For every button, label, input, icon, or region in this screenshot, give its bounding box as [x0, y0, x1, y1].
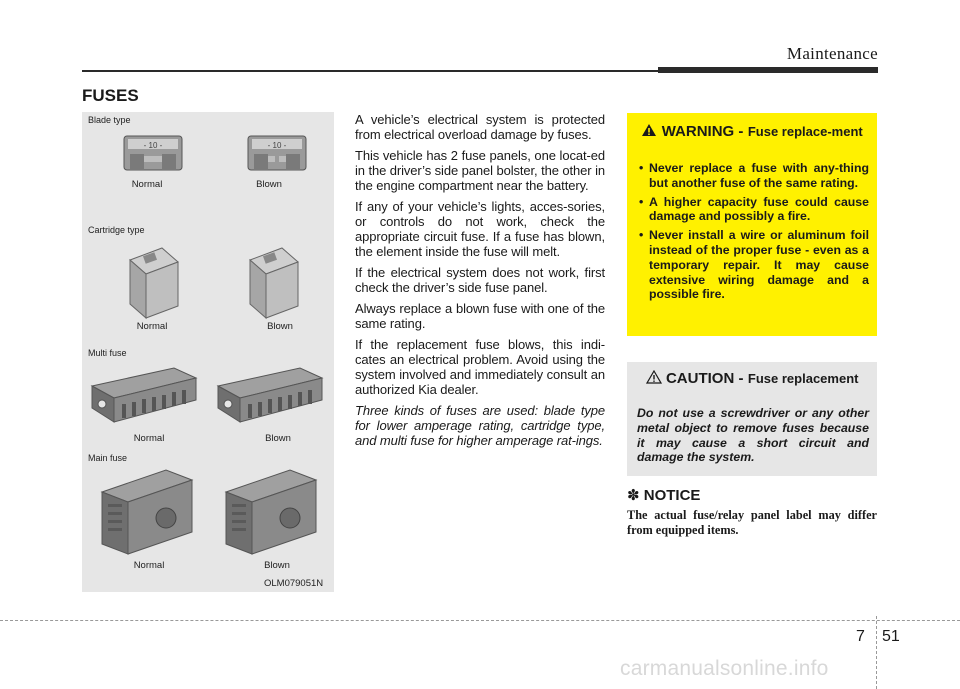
warning-label: WARNING - [661, 123, 744, 140]
body-paragraph: If any of your vehicle’s lights, acces-sories, or controls do not work, check the appropriate circuit fuse. If a fuse has blown, the element inside the fuse will melt. [355, 199, 605, 259]
body-paragraph: This vehicle has 2 fuse panels, one locat-ed in the driver’s side panel bolster, the other in the engine compartment near the battery. [355, 148, 605, 193]
section-title: Maintenance [786, 44, 878, 63]
warning-box [627, 113, 877, 336]
blade-fuse-normal-illustration [122, 134, 184, 174]
svg-text:- 10 -: - 10 - [143, 141, 163, 150]
blade-fuse-blown-illustration [246, 134, 308, 174]
list-item: • Never install a wire or aluminum foil instead of the proper fuse - even as a temporary repair. It may cause extensive wiring damage and a possible fire. [639, 228, 869, 302]
figure-code: OLM079051N [264, 578, 324, 589]
page-heading: FUSES [82, 86, 139, 105]
notice-mark-icon: ✽ [627, 487, 640, 504]
main-fuse-normal-illustration [96, 466, 196, 556]
multi-fuse-blown-illustration [214, 364, 326, 426]
svg-text:- 10 -: - 10 - [267, 141, 287, 150]
multi-fuse-normal-illustration [88, 364, 200, 426]
watermark: carmanualsonline.info [620, 657, 829, 680]
caution-box [627, 362, 877, 476]
caution-title [627, 370, 877, 388]
cartridge-fuse-blown-illustration [242, 244, 304, 322]
multi-blown-caption: Blown [265, 433, 291, 444]
multi-fuse-label: Multi fuse [88, 348, 127, 358]
footer-vertical-divider [876, 616, 877, 689]
cartridge-normal-caption: Normal [136, 321, 168, 332]
body-paragraph-italic: Three kinds of fuses are used: blade type for lower amperage rating, cartridge type, and multi fuse for higher amperage rat-ings. [355, 403, 605, 448]
warning-title [627, 123, 877, 141]
notice-text: The actual fuse/relay panel label may differ from equipped items. [627, 508, 877, 537]
list-item: • Never replace a fuse with any-thing but another fuse of the same rating. [639, 161, 869, 190]
main-normal-caption: Normal [133, 560, 165, 571]
header-rule-accent [658, 67, 878, 73]
caution-label: CAUTION - [665, 370, 744, 387]
cartridge-fuse-normal-illustration [122, 244, 184, 322]
page-number: 51 [882, 628, 900, 645]
main-fuse-blown-illustration [220, 466, 320, 556]
chapter-number: 7 [856, 628, 865, 645]
blade-blown-caption: Blown [256, 179, 282, 190]
caution-triangle-icon [646, 370, 662, 384]
fuse-figure [82, 112, 334, 592]
notice-title [627, 486, 700, 504]
blade-type-label: Blade type [88, 115, 131, 125]
body-paragraph: Always replace a blown fuse with one of the same rating. [355, 301, 605, 331]
caution-text: Do not use a screwdriver or any other metal object to remove fuses because it may cause a short circuit and damage the system. [637, 406, 869, 465]
list-item: • A higher capacity fuse could cause damage and possibly a fire. [639, 194, 869, 224]
body-paragraph: A vehicle’s electrical system is protected from electrical overload damage by fuses. [355, 112, 605, 142]
warning-subject: Fuse replace-ment [747, 124, 863, 139]
cartridge-type-label: Cartridge type [88, 225, 145, 235]
main-blown-caption: Blown [264, 560, 290, 571]
header-rule [82, 70, 662, 72]
warning-list [639, 161, 869, 306]
body-paragraph: If the replacement fuse blows, this indi-cates an electrical problem. Avoid using the system involved and immediately consult an authorized Kia dealer. [355, 337, 605, 397]
warning-triangle-icon [641, 123, 657, 137]
multi-normal-caption: Normal [133, 433, 165, 444]
blade-normal-caption: Normal [131, 179, 163, 190]
cartridge-blown-caption: Blown [267, 321, 293, 332]
main-fuse-label: Main fuse [88, 453, 128, 463]
notice-label: NOTICE [643, 487, 701, 504]
footer-divider [0, 620, 960, 621]
caution-subject: Fuse replacement [747, 371, 859, 386]
body-paragraph: If the electrical system does not work, first check the driver’s side fuse panel. [355, 265, 605, 295]
body-text [355, 112, 605, 454]
